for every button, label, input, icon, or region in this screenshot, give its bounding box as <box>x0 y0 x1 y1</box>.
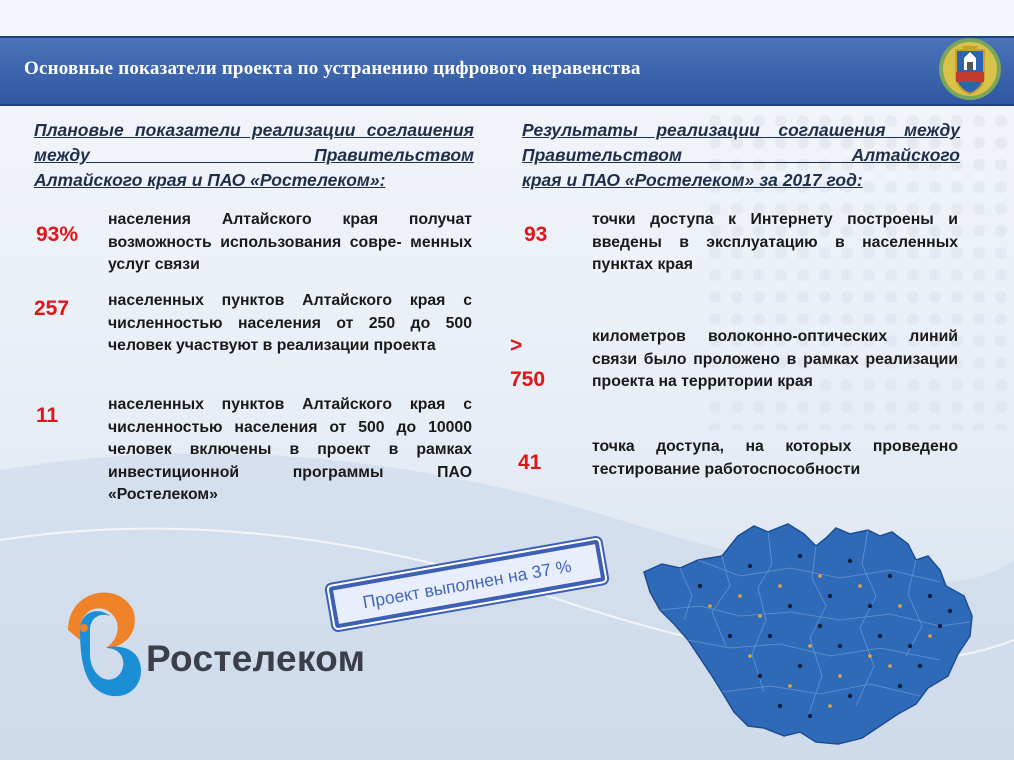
right-item-1-text: точки доступа к Интернету построены и введены в эксплуатацию в населенных пунктах края <box>592 211 958 273</box>
left-item-1-text: населения Алтайского края получат возможность использования совре- менных услуг связи <box>108 211 473 273</box>
page-title: Основные показатели проекта по устранению цифрового неравенства <box>24 58 641 79</box>
brand-name: Ростелеком <box>146 638 366 679</box>
right-value-1: 93 <box>524 223 548 246</box>
left-value-2: 257 <box>34 297 70 320</box>
left-heading: Плановые показатели реализации соглашения между Правительством Алтайского края и ПАО «Ростелеком»: <box>34 120 474 190</box>
left-item-3-text: населенных пунктов Алтайского края с численностью населения от 500 до 10000 человек включены в проект в рамках инвестиционной программы ПАО «Ростелеком» <box>108 396 473 503</box>
right-item-2-text: километров волоконно-оптических линий связи было проложено в рамках реализации проекта на территории края <box>592 328 959 390</box>
coat-of-arms-icon <box>936 36 1004 102</box>
header-bar <box>0 36 1014 106</box>
right-value-2: > 750 <box>510 334 546 391</box>
completion-stamp-label: Проект выполнен на 37 % <box>361 555 573 613</box>
left-value-1: 93% <box>36 223 79 246</box>
right-value-3: 41 <box>518 451 542 474</box>
left-item-2-text: населенных пунктов Алтайского края с численностью населения от 250 до 500 человек участвуют в реализации проекта <box>108 292 473 354</box>
right-item-3-text: точка доступа, на которых проведено тестирование работоспособности <box>592 438 958 478</box>
altai-region-map <box>640 516 980 746</box>
rostelecom-logo-icon <box>48 570 148 700</box>
right-heading: Результаты реализации соглашения между Правительством Алтайского края и ПАО «Ростелеком» за 2017 год: <box>522 120 960 190</box>
left-value-3: 11 <box>36 404 59 427</box>
